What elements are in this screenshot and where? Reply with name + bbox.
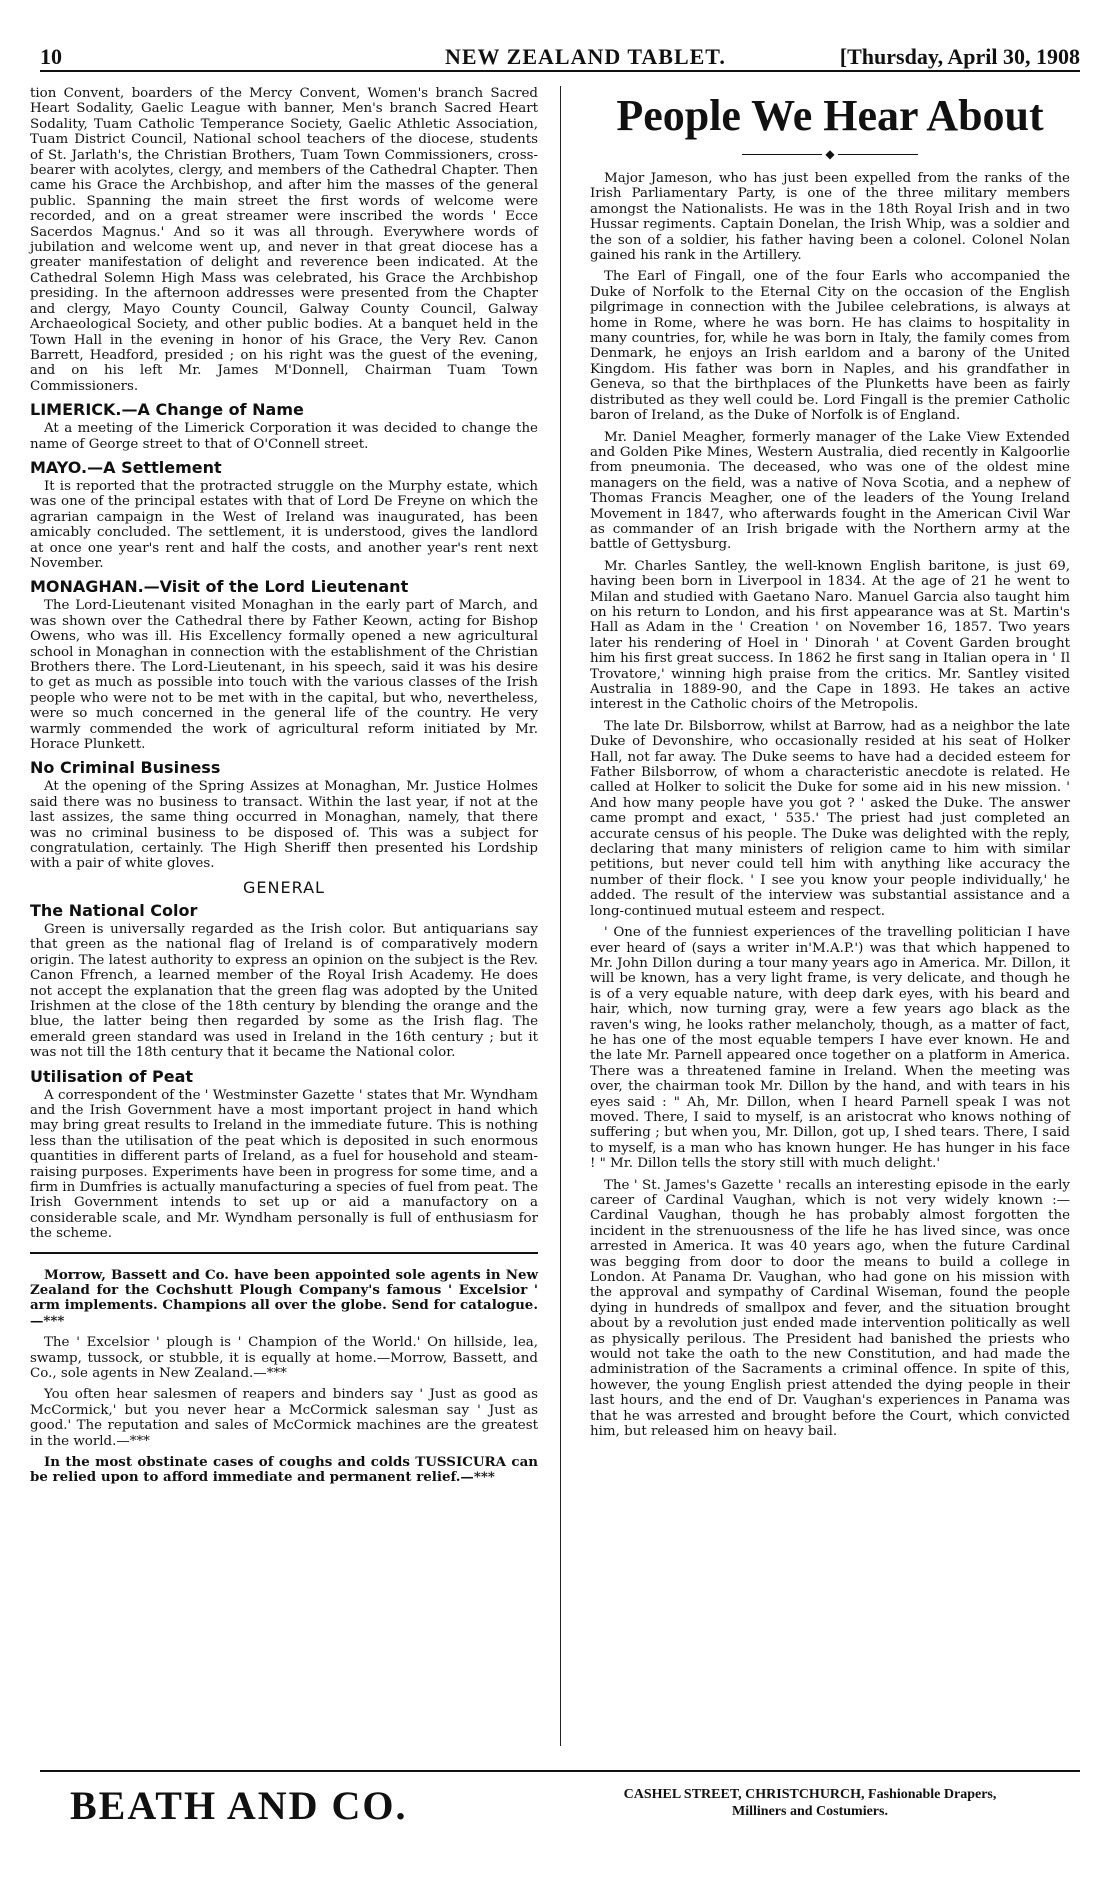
footer-address bbox=[540, 1786, 1080, 1820]
criminal-paragraph: At the opening of the Spring Assizes at Monaghan, Mr. Justice Holmes said there was no business to transact. Within the last year, if not at the last assizes, the same thing occurred in Monaghan, namely, that there was no criminal business to be disposed of. This was a subject for congratulation, certainly. The High Sheriff then presented his Lordship with a pair of white gloves. bbox=[30, 779, 538, 872]
ad-tussicura: In the most obstinate cases of coughs and colds TUSSICURA can be relied upon to afford immediate and permanent relief.—*** bbox=[30, 1454, 538, 1486]
footer-address-line2: Milliners and Costumiers. bbox=[732, 1804, 888, 1819]
ad-mccormick: You often hear salesmen of reapers and binders say ' Just as good as McCormick,' but you never hear a McCormick salesman say ' Just as good.' The reputation and sales of McCormick machines are the greatest in the world.—*** bbox=[30, 1387, 538, 1449]
fingall-paragraph: The Earl of Fingall, one of the four Earls who accompanied the Duke of Norfolk to the Eternal City on the occasion of the English pilgrimage in connection with the Jubilee celebrations, is always at home in Rome, where he was born. He has claims to hospitality in many countries, for, while he was born in Italy, the family comes from Denmark, he enjoys an Irish earldom and a barony of the United Kingdom. His father was born in Naples, and his grandfather in Geneva, so that the birthplaces of the Plunketts have been as fairly distributed as they well could be. Lord Fingall is the premier Catholic baron of Ireland, as the Duke of Norfolk is of England. bbox=[590, 269, 1070, 424]
jameson-paragraph: Major Jameson, who has just been expelled from the ranks of the Irish Parliamentary Party, is one of the three military members amongst the Nationalists. He was in the 18th Royal Irish and in two Hussar regiments. Captain Donelan, the Irish Whip, was a soldier and the son of a soldier, his father having been a colonel. Colonel Nolan gained his rank in the Artillery. bbox=[590, 171, 1070, 264]
vaughan-paragraph: The ' St. James's Gazette ' recalls an interesting episode in the early career of Cardinal Vaughan, which is not very widely known :—Cardinal Vaughan, though he has probably almost forgotten the incident in the strenuousness of the life he has lived since, was once arrested in America. It was 40 years ago, when the future Cardinal was begging from door to door the means to build a college in London. At Panama Dr. Vaughan, who had gone on his mission with the approval and sympathy of Cardinal Wiseman, found the people dying in hundreds of smallpox and fever, and the situation brought about by a revolution just ended made intervention politically as well as physically perilous. The President had banished the priests who would not take the oath to the new Constitution, and had made the administration of the Sacraments a criminal offence. In spite of this, however, the young English priest attended the dying people in their last hours, and the end of Dr. Vaughan's experiences in Panama was that he was arrested and brought before the Court, which convicted him, but released him on heavy bail. bbox=[590, 1177, 1070, 1440]
monaghan-paragraph: The Lord-Lieutenant visited Monaghan in the early part of March, and was shown over the Cathedral there by Father Keown, acting for Bishop Owens, who was ill. His Excellency formally opened a new agricultural school in Monaghan in connection with the establishment of the Christian Brothers there. The Lord-Lieutenant, in his speech, said it was his desire to get as much as possible into touch with the various classes of the Irish people who were not to be met with in the capital, but who, nevertheless, were so much concerned in the general life of the country. He very warmly commended the work of agricultural reform initiated by Mr. Horace Plunkett. bbox=[30, 598, 538, 753]
peat-heading: Utilisation of Peat bbox=[30, 1066, 194, 1086]
convent-paragraph: tion Convent, boarders of the Mercy Convent, Women's branch Sacred Heart Sodality, Gaelic League with banner, Men's branch Sacred Heart Sodality, Tuam Catholic Temperance Society, Gaelic Athletic Association, Tuam District Council, National school teachers of the diocese, students of St. Jarlath's, the Christian Brothers, Tuam Town Commissioners, cross-bearer with acolytes, clergy, and members of the Cathedral Chapter. Then came his Grace the Archbishop, and after him the masses of the general public. Spanning the main street the first words of welcome were recorded, and on a great streamer were inscribed the words ' Ecce Sacerdos Magnus.' And so it was all through. Everywhere words of jubilation and welcome went up, and never in that great diocese has a greater manifestation of delight and reverence been indicated. At the Cathedral Solemn High Mass was celebrated, his Grace the Archbishop presiding. In the afternoon addresses were presented from the Chapter and clergy, Mayo County Council, Galway County Council, Galway Archaeological Society, and other public bodies. At a banquet held in the Town Hall in the evening in honor of his Grace, the Very Rev. Canon Barrett, Headford, presided ; on his right was the guest of the evening, and on his left Mr. James M'Donnell, Chairman Tuam Town Commissioners. bbox=[30, 86, 538, 394]
title-ornament: ◆ bbox=[590, 147, 1070, 161]
mayo-paragraph: It is reported that the protracted struggle on the Murphy estate, which was one of the principal estates with that of Lord De Freyne on which the agrarian campaign in the West of Ireland was inaugurated, has been amicably concluded. The settlement, it is understood, gives the landlord at once one year's rent and half the costs, and another year's rent next November. bbox=[30, 478, 538, 571]
criminal-heading: No Criminal Business bbox=[30, 758, 221, 778]
page-number: 10 bbox=[40, 44, 62, 69]
national-color-heading: The National Color bbox=[30, 900, 198, 920]
limerick-heading: LIMERICK.—A Change of Name bbox=[30, 400, 304, 420]
national-color-paragraph: Green is universally regarded as the Irish color. But antiquarians say that green as the national flag of Ireland is of comparatively modern origin. The latest authority to express an opinion on the subject is the Rev. Canon Ffrench, a learned member of the Royal Irish Academy. He does not accept the explanation that the green flag was adopted by the United Irishmen at the close of the 18th century by blending the orange and the blue, the latter being then regarded by some as the Irish flag. The emerald green standard was used in Ireland in the 16th century ; but it was not till the 18th century that it became the National color. bbox=[30, 921, 538, 1061]
column-divider bbox=[560, 86, 561, 1746]
footer-brand: BEATH AND CO. bbox=[70, 1783, 408, 1828]
bilsborrow-paragraph: The late Dr. Bilsborrow, whilst at Barrow, had as a neighbor the late Duke of Devonshire, who occasionally resided at his seat of Holker Hall, not far away. The Duke seems to have had a decided esteem for Father Bilsborrow, of whom a characteristic anecdote is related. He called at Holker to solicit the Duke for some aid in his new mission. ' And how many people have you got ? ' asked the Duke. The answer came prompt and exact, ' 535.' The priest had just completed an accurate census of his people. The Duke was delighted with the reply, declaring that many ministers of religion came to him with similar petitions, but never could tell him with anything like accuracy the number of their flock. ' I see you know your people individually,' he added. The result of the interview was substantial assistance and a long-continued mutual esteem and respect. bbox=[590, 718, 1070, 919]
paper-name: NEW ZEALAND TABLET. bbox=[445, 44, 726, 69]
ad-divider bbox=[30, 1252, 538, 1254]
monaghan-heading: MONAGHAN.—Visit of the Lord Lieutenant bbox=[30, 577, 409, 597]
advert-footer bbox=[40, 1770, 1080, 1842]
meagher-paragraph: Mr. Daniel Meagher, formerly manager of the Lake View Extended and Golden Pike Mines, Western Australia, died recently in Kalgoorlie from pneumonia. The deceased, who was one of the oldest mine managers on the field, was a native of Nova Scotia, and a nephew of Thomas Francis Meagher, one of the leaders of the Young Ireland Movement in 1847, who afterwards fought in the American Civil War as commander of an Irish brigade with the Northern army at the battle of Gettysburg. bbox=[590, 429, 1070, 553]
ad-excelsior-plough: The ' Excelsior ' plough is ' Champion of the World.' On hillside, lea, swamp, tussock, or stubble, it is equally at home.—Morrow, Bassett, and Co., sole agents in New Zealand.—*** bbox=[30, 1335, 538, 1382]
issue-date: [Thursday, April 30, 1908 bbox=[839, 44, 1080, 69]
santley-paragraph: Mr. Charles Santley, the well-known English baritone, is just 69, having been born in Liverpool in 1834. At the age of 21 he went to Milan and studied with Gaetano Naro. Manuel Garcia also taught him on his return to London, and his first appearance was at St. Martin's Hall as Adam in the ' Creation ' on November 16, 1857. Two years later his rendering of Hoel in ' Dinorah ' at Covent Garden brought him his first great success. In 1862 he first sang in Italian opera in ' Il Trovatore,' winning high praise from the critics. Mr. Santley visited Australia in 1889-90, and the Cape in 1893. He takes an active interest in the Catholic choirs of the Metropolis. bbox=[590, 558, 1070, 713]
general-heading: GENERAL bbox=[243, 877, 325, 897]
left-column bbox=[30, 86, 538, 1492]
dillon-paragraph: ' One of the funniest experiences of the travelling politician I have ever heard of (says a writer in'M.A.P.') was that which happened to Mr. John Dillon during a tour many years ago in America. Mr. Dillon, it will be known, has a very light frame, is very delicate, and though he is of a very equable nature, with deep dark eyes, with his beard and hair, which, now turning gray, were a few years ago black as the raven's wing, he looks rather melancholy, though, as a matter of fact, he has one of the most equable tempers I have ever known. He and the late Mr. Parnell appeared once together on a platform in America. There was a threatened famine in Ireland. When the meeting was over, the chairman took Mr. Dillon by the hand, and with tears in his eyes said : " Ah, Mr. Dillon, when I heard Parnell speak I was not moved. There, I said to myself, is an aristocrat who knows nothing of suffering ; but when you, Mr. Dillon, got up, I shed tears. There, I said to myself, is a man who has known hunger. He has hunger in his face ! " Mr. Dillon tells the story still with much delight.' bbox=[590, 925, 1070, 1172]
section-title: People We Hear About bbox=[616, 91, 1044, 140]
ad-morrow-bassett: Morrow, Bassett and Co. have been appointed sole agents in New Zealand for the Cochshutt Plough Company's famous ' Excelsior ' arm implements. Champions all over the globe. Send for catalogue.—*** bbox=[30, 1266, 538, 1329]
peat-paragraph: A correspondent of the ' Westminster Gazette ' states that Mr. Wyndham and the Irish Government have a most important project in hand which may bring great results to Ireland in the immediate future. This is nothing less than the utilisation of the peat which is deposited in such enormous quantities in different parts of Ireland, as a fuel for household and steam-raising purposes. Experiments have been in progress for some time, and a firm in Dumfries is actually manufacturing a species of fuel from peat. The Irish Government intends to set up or aid a manufactory on a considerable scale, and Mr. Wyndham personally is full of enthusiasm for the scheme. bbox=[30, 1087, 538, 1242]
right-column bbox=[590, 86, 1070, 1446]
limerick-paragraph: At a meeting of the Limerick Corporation it was decided to change the name of George street to that of O'Connell street. bbox=[30, 421, 538, 452]
mayo-heading: MAYO.—A Settlement bbox=[30, 457, 222, 477]
footer-address-line1: CASHEL STREET, CHRISTCHURCH, Fashionable Drapers, bbox=[623, 1787, 997, 1802]
page-header bbox=[40, 44, 1080, 72]
